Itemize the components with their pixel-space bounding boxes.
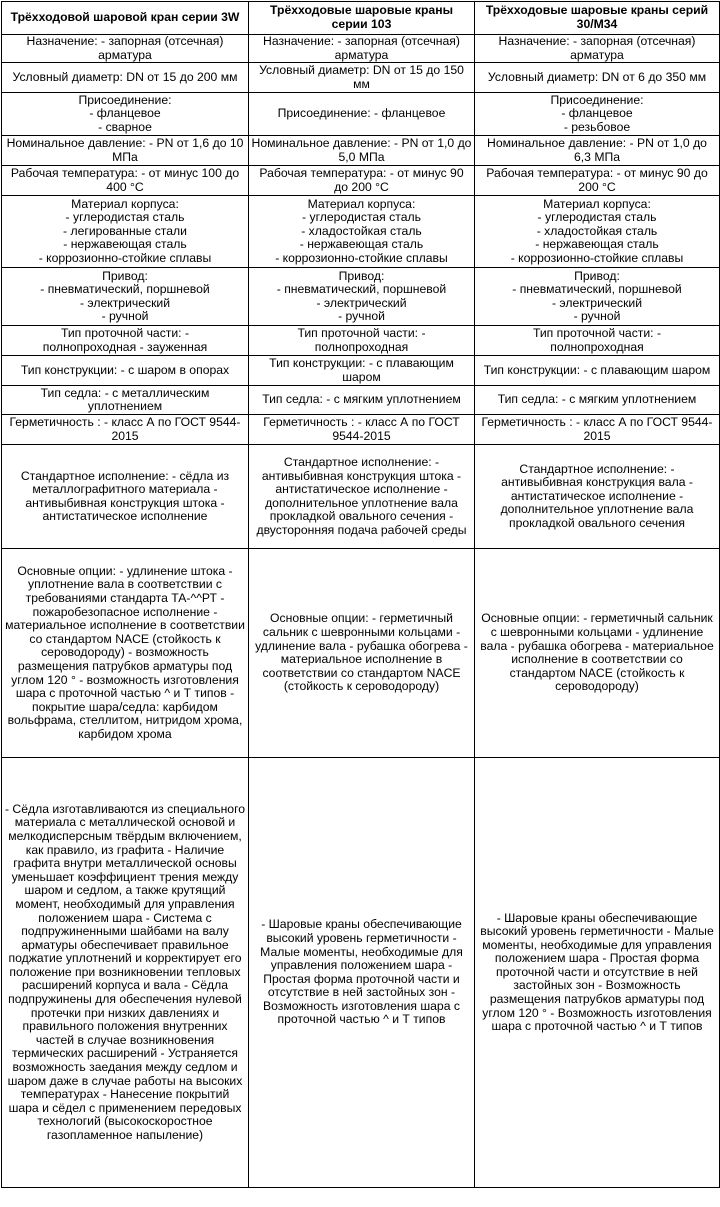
cell-3w: Условный диаметр: DN от 15 до 200 мм xyxy=(2,63,249,93)
header-row xyxy=(2,2,720,35)
cell-30-m34: Рабочая температура: - от минус 90 до 200 °С xyxy=(475,166,720,196)
cell-30-m34: Привод: - пневматический, поршневой - электрический - ручной xyxy=(475,268,720,326)
cell-103: Тип конструкции: - с плавающим шаром xyxy=(249,356,475,386)
row-features xyxy=(2,758,720,1188)
cell-103: Тип седла: - с мягким уплотнением xyxy=(249,386,475,415)
cell-3w: Номинальное давление: - PN от 1,6 до 10 МПа xyxy=(2,136,249,166)
cell-30-m34: - Шаровые краны обеспечивающие высокий уровень герметичности - Малые моменты, необходимые для управления положением шара - Простая форма проточной части и отсутствие в ней застойных зон - Возможность размещения патрубков арматуры под углом 120 ° - Возможность изготовления шара с проточной частью ^ и Т типов xyxy=(475,758,720,1188)
cell-103: Рабочая температура: - от минус 90 до 200 °С xyxy=(249,166,475,196)
row-purpose xyxy=(2,35,720,63)
cell-30-m34: Тип проточной части: - полнопроходная xyxy=(475,326,720,356)
cell-103: Условный диаметр: DN от 15 до 150 мм xyxy=(249,63,475,93)
cell-103: Стандартное исполнение: - антивыбивная конструкция штока - антистатическое исполнение - дополнительное уплотнение вала прокладкой овального сечения - двусторонняя подача рабочей среды xyxy=(249,445,475,549)
row-main-options xyxy=(2,549,720,758)
cell-3w: - Сёдла изготавливаются из специального материала с металлической основой и мелкодисперсным твёрдым включением, как правило, из графита - Наличие графита внутри металлической основы уменьшает коэффициент трения между шаром и седлом, а также крутящий момент, необходимый для управления положением шара - Система с подпружиненными шайбами на валу арматуры обеспечивает правильное поджатие уплотнений и корректирует его положение при возникновении тепловых расширений корпуса и вала - Сёдла подпружинены для обеспечения нулевой протечки при низких давлениях и правильного положения внутренних частей в случае возникновения термических расширений - Устраняется возможность заедания между седлом и шаром даже в случае работы на высоких температурах - Нанесение покрытий шара и сёдел с применением передовых технологий (высокоскоростное газопламенное напыление) xyxy=(2,758,249,1188)
cell-3w: Стандартное исполнение: - сёдла из металлографитного материала - антивыбивная конструкция штока - антистатическое исполнение xyxy=(2,445,249,549)
cell-3w: Основные опции: - удлинение штока - уплотнение вала в соответствии с требованиями стандарта ТА-^^РТ - пожаробезопасное исполнение - материальное исполнение в соответствии со стандартом NACE (стойкость к сероводороду) - возможность размещения патрубков арматуры под углом 120 ° - возможность изготовления шара с проточной частью ^ и Т типов - покрытие шара/седла: карбидом вольфрама, стеллитом, нитридом хрома, карбидом хрома xyxy=(2,549,249,758)
row-connection xyxy=(2,93,720,136)
cell-30-m34: Тип седла: - с мягким уплотнением xyxy=(475,386,720,415)
row-actuator xyxy=(2,268,720,326)
row-tightness xyxy=(2,415,720,445)
row-flow-passage-type xyxy=(2,326,720,356)
cell-103: - Шаровые краны обеспечивающие высокий уровень герметичности - Малые моменты, необходимые для управления положением шара - Простая форма проточной части и отсутствие в ней застойных зон - Возможность изготовления шара с проточной частью ^ и Т типов xyxy=(249,758,475,1188)
cell-3w: Привод: - пневматический, поршневой - электрический - ручной xyxy=(2,268,249,326)
cell-103: Тип проточной части: - полнопроходная xyxy=(249,326,475,356)
cell-3w: Назначение: - запорная (отсечная) арматура xyxy=(2,35,249,63)
row-seat-type xyxy=(2,386,720,415)
cell-103: Материал корпуса: - углеродистая сталь - хладостойкая сталь - нержавеющая сталь - коррозионно-стойкие сплавы xyxy=(249,196,475,268)
row-nominal-pressure xyxy=(2,136,720,166)
cell-3w: Тип седла: - с металлическим уплотнением xyxy=(2,386,249,415)
cell-103: Герметичность : - класс А по ГОСТ 9544-2015 xyxy=(249,415,475,445)
cell-3w: Рабочая температура: - от минус 100 до 400 °С xyxy=(2,166,249,196)
cell-3w: Герметичность : - класс А по ГОСТ 9544-2015 xyxy=(2,415,249,445)
cell-30-m34: Герметичность : - класс А по ГОСТ 9544-2015 xyxy=(475,415,720,445)
cell-30-m34: Условный диаметр: DN от 6 до 350 мм xyxy=(475,63,720,93)
cell-103: Номинальное давление: - PN от 1,0 до 5,0 МПа xyxy=(249,136,475,166)
cell-30-m34: Присоединение: - фланцевое - резьбовое xyxy=(475,93,720,136)
row-design-type xyxy=(2,356,720,386)
row-body-material xyxy=(2,196,720,268)
row-working-temperature xyxy=(2,166,720,196)
comparison-table xyxy=(1,1,720,1188)
cell-103: Привод: - пневматический, поршневой - электрический - ручной xyxy=(249,268,475,326)
header-series-103: Трёхходовые шаровые краны серии 103 xyxy=(249,2,475,35)
cell-30-m34: Тип конструкции: - с плавающим шаром xyxy=(475,356,720,386)
cell-3w: Материал корпуса: - углеродистая сталь - легированные стали - нержавеющая сталь - коррозионно-стойкие сплавы xyxy=(2,196,249,268)
cell-30-m34: Назначение: - запорная (отсечная) арматура xyxy=(475,35,720,63)
cell-103: Основные опции: - герметичный сальник с шевронными кольцами - удлинение вала - рубашка обогрева - материальное исполнение в соответствии со стандартом NACE (стойкость к сероводороду) xyxy=(249,549,475,758)
header-series-30-m34: Трёхходовые шаровые краны серий 30/М34 xyxy=(475,2,720,35)
header-series-3w: Трёхходовой шаровой кран серии 3W xyxy=(2,2,249,35)
cell-103: Назначение: - запорная (отсечная) арматура xyxy=(249,35,475,63)
cell-3w: Тип проточной части: - полнопроходная - зауженная xyxy=(2,326,249,356)
cell-30-m34: Основные опции: - герметичный сальник с шевронными кольцами - удлинение вала - рубашка обогрева - материальное исполнение в соответствии со стандартом NACE (стойкость к сероводороду) xyxy=(475,549,720,758)
cell-3w: Тип конструкции: - с шаром в опорах xyxy=(2,356,249,386)
cell-3w: Присоединение: - фланцевое - сварное xyxy=(2,93,249,136)
cell-30-m34: Номинальное давление: - PN от 1,0 до 6,3 МПа xyxy=(475,136,720,166)
row-nominal-diameter xyxy=(2,63,720,93)
cell-30-m34: Материал корпуса: - углеродистая сталь - хладостойкая сталь - нержавеющая сталь - коррозионно-стойкие сплавы xyxy=(475,196,720,268)
cell-103: Присоединение: - фланцевое xyxy=(249,93,475,136)
cell-30-m34: Стандартное исполнение: - антивыбивная конструкция вала - антистатическое исполнение - дополнительное уплотнение вала прокладкой овального сечения xyxy=(475,445,720,549)
row-standard-design xyxy=(2,445,720,549)
